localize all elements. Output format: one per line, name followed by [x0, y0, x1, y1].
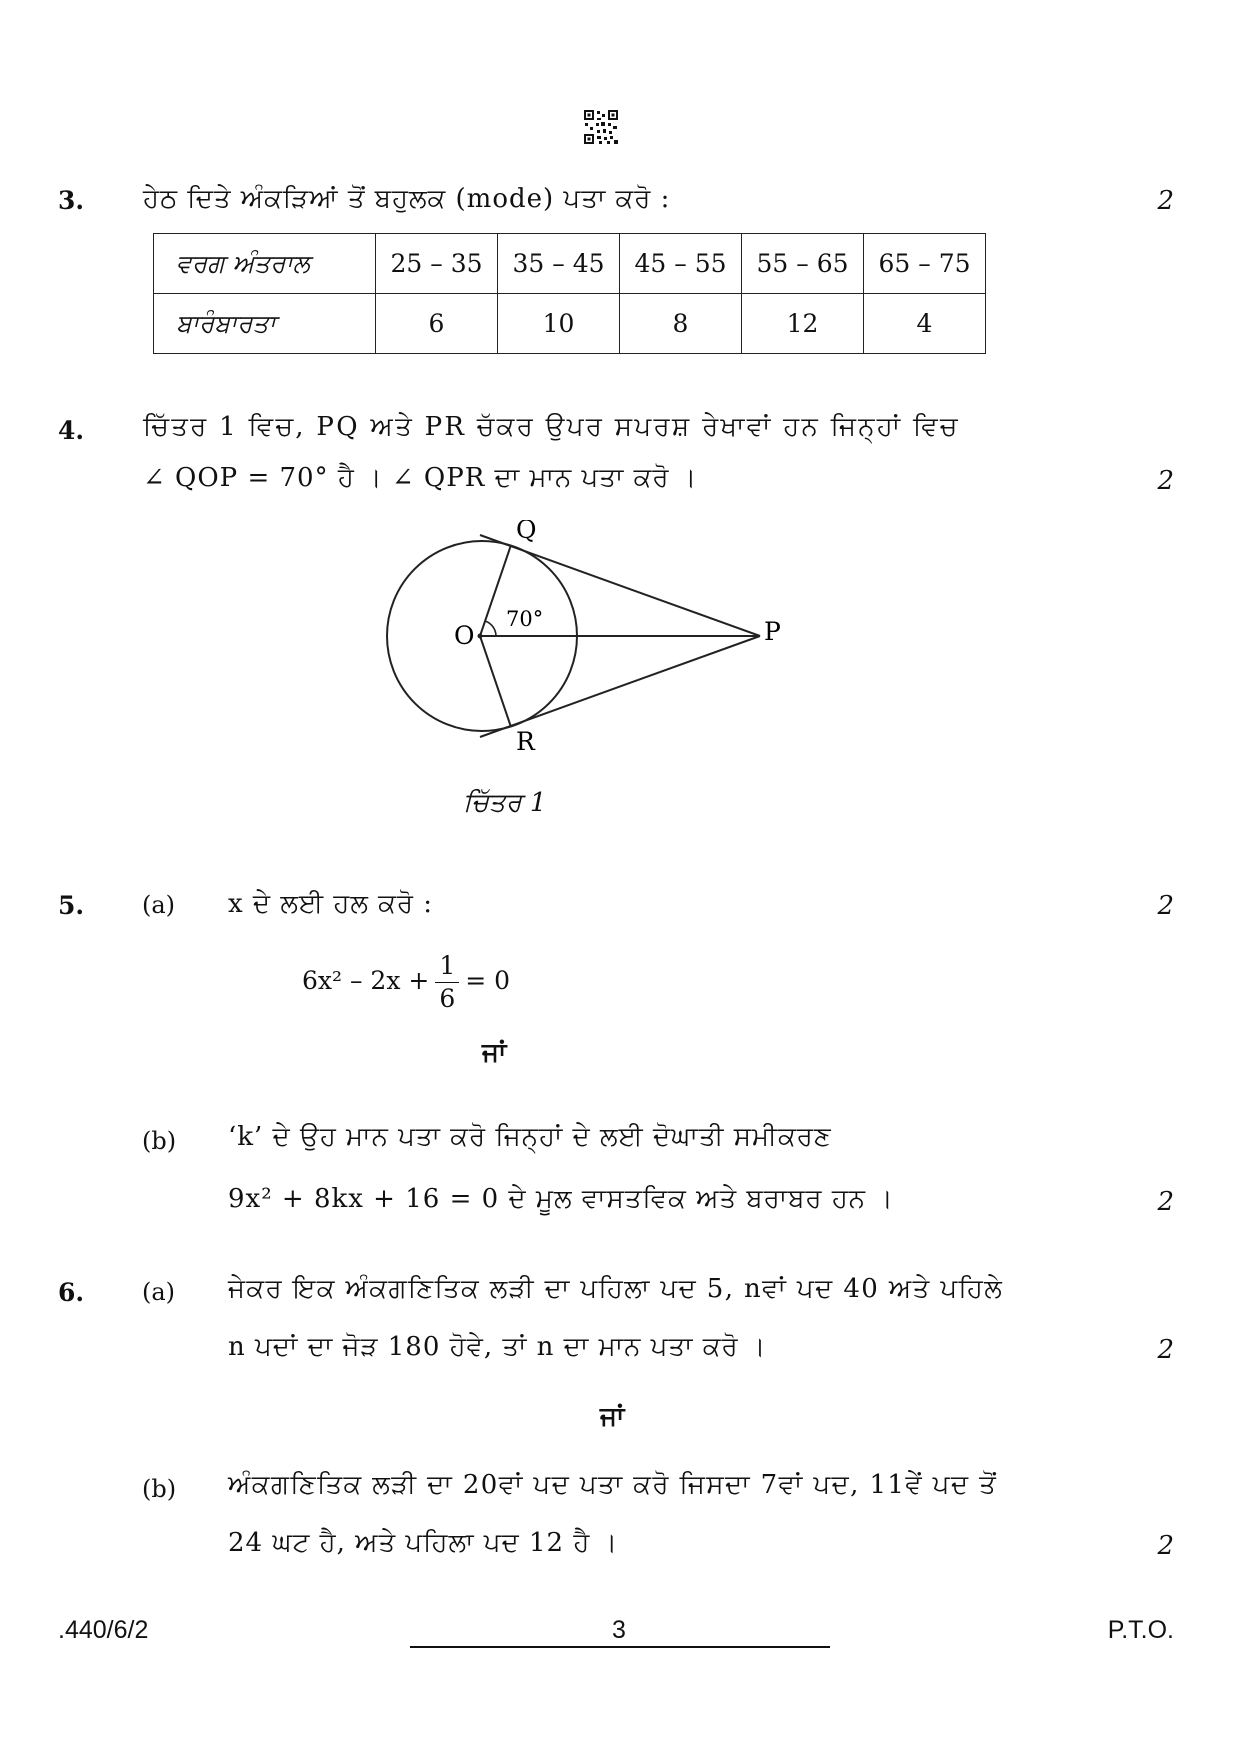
q5a-label: (a): [142, 891, 176, 919]
q4-marks: 2: [1157, 466, 1174, 496]
angle-label: 70°: [506, 607, 544, 631]
equation-right: = 0: [465, 966, 511, 995]
q6a-marks: 2: [1157, 1335, 1174, 1365]
q5-or: ਜਾਂ: [482, 1038, 507, 1068]
figure-caption: ਚਿੱਤਰ 1: [463, 788, 547, 818]
q3-text: ਹੇਠ ਦਿਤੇ ਅੰਕੜਿਆਂ ਤੋਂ ਬਹੁਲਕ (mode) ਪਤਾ ਕਰੋ :: [143, 184, 671, 214]
frequency-cell: 6: [376, 294, 498, 354]
label-q: Q: [516, 520, 537, 544]
q6a-line2: n ਪਦਾਂ ਦਾ ਜੋੜ 180 ਹੋਵੇ, ਤਾਂ n ਦਾ ਮਾਨ ਪਤਾ ਕਰੋ ।: [228, 1332, 767, 1362]
interval-cell: 65 – 75: [864, 234, 986, 294]
table-row: [154, 294, 986, 354]
q5a-marks: 2: [1157, 891, 1174, 921]
q6a-label: (a): [142, 1278, 176, 1306]
q5b-marks: 2: [1157, 1187, 1174, 1217]
frequency-table: [153, 233, 986, 354]
equation-left: 6x² – 2x +: [302, 966, 430, 995]
page-number: 3: [612, 1616, 626, 1644]
frequency-cell: 4: [864, 294, 986, 354]
qr-code: [583, 109, 619, 145]
interval-cell: 35 – 45: [498, 234, 620, 294]
q6b-line2: 24 ਘਟ ਹੈ, ਅਤੇ ਪਹਿਲਾ ਪਦ 12 ਹੈ ।: [228, 1528, 619, 1558]
pto-label: P.T.O.: [1107, 1616, 1174, 1644]
q5b-line1: ‘k’ ਦੇ ਉਹ ਮਾਨ ਪਤਾ ਕਰੋ ਜਿਨ੍ਹਾਂ ਦੇ ਲਈ ਦੋਘਾਤੀ ਸਮੀਕਰਣ: [228, 1122, 832, 1152]
q5b-label: (b): [142, 1127, 177, 1155]
frequency-cell: 10: [498, 294, 620, 354]
interval-cell: 25 – 35: [376, 234, 498, 294]
interval-cell: 45 – 55: [620, 234, 742, 294]
q6-or: ਜਾਂ: [600, 1402, 625, 1432]
q4-line2: ∠ QOP = 70° ਹੈ । ∠ QPR ਦਾ ਮਾਨ ਪਤਾ ਕਰੋ ।: [143, 463, 698, 493]
footer-rule: [410, 1646, 830, 1648]
q6b-label: (b): [142, 1475, 177, 1503]
fraction-numerator: 1: [435, 950, 459, 983]
q6b-marks: 2: [1157, 1531, 1174, 1561]
q5-number: 5.: [58, 891, 85, 920]
frequency-header: ਬਾਰੰਬਾਰਤਾ: [154, 294, 376, 354]
frequency-cell: 8: [620, 294, 742, 354]
label-p: P: [764, 617, 781, 646]
centre-point: [478, 634, 483, 639]
q6-number: 6.: [58, 1278, 85, 1307]
paper-code: .440/6/2: [58, 1616, 149, 1644]
q3-marks: 2: [1157, 186, 1174, 216]
interval-cell: 55 – 65: [742, 234, 864, 294]
q4-line1: ਚਿੱਤਰ 1 ਵਿਚ, PQ ਅਤੇ PR ਚੱਕਰ ਉਪਰ ਸਪਰਸ਼ ਰੇਖਾਵਾਂ ਹਨ ਜਿਨ੍ਹਾਂ ਵਿਚ: [143, 412, 960, 442]
radius-or: [480, 636, 511, 727]
quadratic-equation: [302, 950, 510, 1015]
q3-number: 3.: [58, 186, 85, 215]
class-interval-header: ਵਰਗ ਅੰਤਰਾਲ: [154, 234, 376, 294]
table-row: [154, 234, 986, 294]
q5b-line2: 9x² + 8kx + 16 = 0 ਦੇ ਮੂਲ ਵਾਸਤਵਿਕ ਅਤੇ ਬਰਾਬਰ ਹਨ ।: [228, 1184, 894, 1214]
label-o: O: [454, 621, 475, 650]
angle-arc: [485, 621, 496, 636]
q4-number: 4.: [58, 416, 85, 445]
q5a-text: x ਦੇ ਲਈ ਹਲ ਕਰੋ :: [228, 889, 434, 919]
label-r: R: [516, 727, 535, 756]
fraction: [435, 950, 459, 1015]
q6b-line1: ਅੰਕਗਣਿਤਿਕ ਲੜੀ ਦਾ 20ਵਾਂ ਪਦ ਪਤਾ ਕਰੋ ਜਿਸਦਾ 7ਵਾਂ ਪਦ, 11ਵੇਂ ਪਦ ਤੋਂ: [228, 1470, 998, 1500]
q6a-line1: ਜੇਕਰ ਇਕ ਅੰਕਗਣਿਤਿਕ ਲੜੀ ਦਾ ਪਹਿਲਾ ਪਦ 5, nਵਾਂ ਪਦ 40 ਅਤੇ ਪਹਿਲੇ: [228, 1274, 1004, 1304]
tangent-figure: [370, 520, 810, 760]
frequency-cell: 12: [742, 294, 864, 354]
fraction-denominator: 6: [439, 984, 456, 1013]
tangent-pr: [480, 636, 760, 737]
